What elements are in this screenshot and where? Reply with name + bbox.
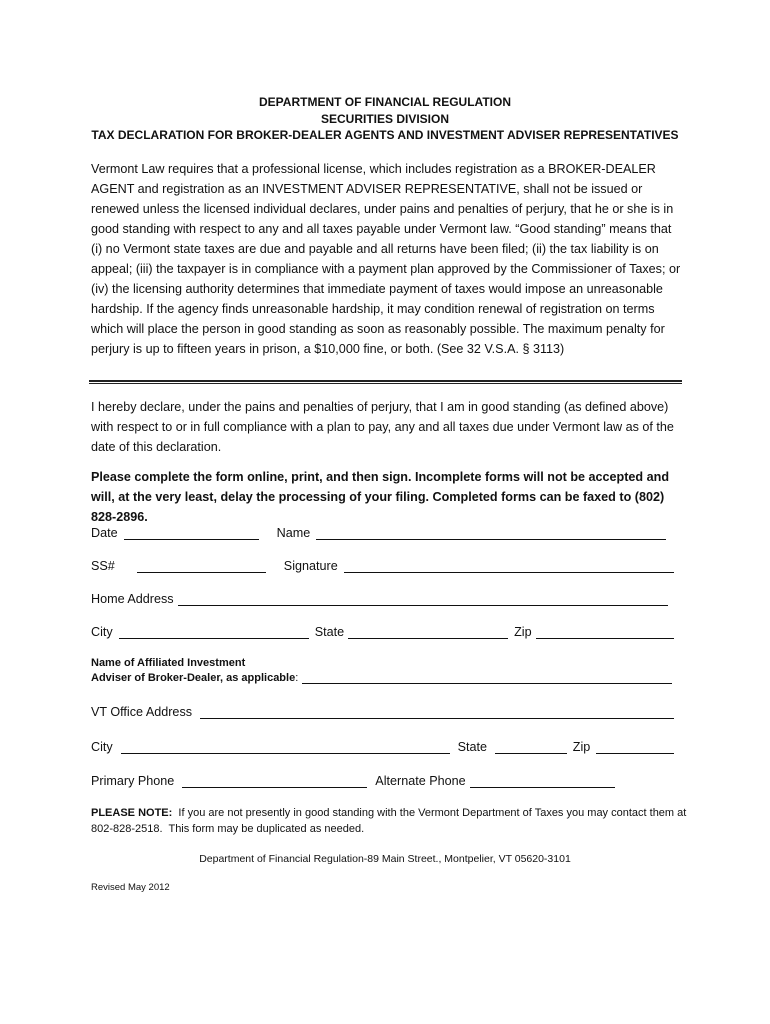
please-note [91, 805, 691, 837]
ssn-field[interactable] [137, 560, 266, 573]
revision-date: Revised May 2012 [91, 882, 170, 893]
section-divider [89, 380, 682, 384]
affiliated-label [91, 656, 298, 686]
form-header [0, 94, 770, 144]
office-city-label: City [91, 740, 113, 754]
office-city-state-zip-row [91, 736, 674, 754]
home-address-field[interactable] [178, 593, 668, 606]
ssn-signature-row [91, 555, 674, 573]
department-title: DEPARTMENT OF FINANCIAL REGULATION [259, 95, 511, 109]
affiliated-colon: : [295, 672, 299, 684]
declaration-paragraph: I hereby declare, under the pains and penalties of perjury, that I am in good standing (as defined above) with respect to or in full compliance with a plan to pay, any and all taxes due under Vermont law as of the date of this declaration. [91, 400, 674, 454]
office-state-field[interactable] [495, 741, 567, 754]
date-label: Date [91, 526, 118, 540]
form-title: TAX DECLARATION FOR BROKER-DEALER AGENTS AND INVESTMENT ADVISER REPRESENTATIVES [91, 128, 679, 142]
city-field[interactable] [119, 626, 309, 639]
zip-field[interactable] [536, 626, 674, 639]
signature-field[interactable] [344, 560, 674, 573]
vt-office-address-field[interactable] [200, 706, 674, 719]
division-title: SECURITIES DIVISION [320, 111, 450, 126]
signature-label: Signature [283, 559, 338, 573]
city-state-zip-row [91, 621, 674, 639]
primary-phone-field[interactable] [182, 775, 367, 788]
office-zip-label: Zip [572, 740, 591, 754]
please-note-label: PLEASE NOTE: [91, 807, 173, 819]
zip-label: Zip [514, 625, 532, 639]
phones-row [91, 770, 674, 788]
city-label: City [91, 625, 113, 639]
vt-office-address-label: VT Office Address [91, 705, 193, 719]
primary-phone-label: Primary Phone [91, 774, 175, 788]
alternate-phone-field[interactable] [470, 775, 615, 788]
affiliated-field[interactable] [302, 671, 672, 684]
date-name-row [91, 522, 674, 540]
office-state-label: State [457, 740, 487, 754]
vt-office-address-row [91, 701, 674, 719]
home-address-label: Home Address [91, 592, 174, 606]
instructions-paragraph: Please complete the form online, print, and then sign. Incomplete forms will not be accepted and will, at the very least, delay the processing of your filing. Completed forms can be faxed to (802) 828-2896. [91, 470, 670, 524]
ssn-label: SS# [91, 559, 115, 573]
home-address-row [91, 588, 674, 606]
please-note-text: If you are not presently in good standing with the Vermont Department of Taxes you may contact them at 802-828-2518. This form may be duplicated as needed. [91, 807, 690, 835]
office-zip-field[interactable] [596, 741, 674, 754]
date-field[interactable] [124, 527, 259, 540]
footer-address: Department of Financial Regulation-89 Main Street., Montpelier, VT 05620-3101 [199, 853, 571, 865]
name-field[interactable] [316, 527, 666, 540]
state-field[interactable] [348, 626, 508, 639]
name-label: Name [276, 526, 311, 540]
alternate-phone-label: Alternate Phone [375, 774, 466, 788]
intro-paragraph: Vermont Law requires that a professional license, which includes registration as a BROKER-DEALER AGENT and registration as an INVESTMENT ADVISER REPRESENTATIVE, shall not be issued or renewed unless the licensed individual declares, under pains and penalties of perjury, that he or she is in good standing with respect to any and all taxes payable under Vermont law. “Good standing” means that (i) no Vermont state taxes are due and payable and all returns have been filed; (ii) the tax liability is on appeal; (iii) the taxpayer is in compliance with a payment plan approved by the Commissioner of Taxes; or (iv) the licensing authority determines that immediate payment of taxes would impose an unreasonable hardship. If the agency finds unreasonable hardship, it may condition renewal of registration on terms which will place the person in good standing as soon as reasonably possible. The maximum penalty for perjury is up to fifteen years in prison, a $10,000 fine, or both. (See 32 V.S.A. § 3113) [91, 162, 681, 356]
state-label: State [314, 625, 345, 639]
affiliated-label-line2: Adviser of Broker-Dealer, as applicable [91, 672, 296, 684]
office-city-field[interactable] [121, 741, 450, 754]
affiliated-row [91, 654, 674, 686]
affiliated-label-line1: Name of Affiliated Investment [91, 657, 246, 669]
